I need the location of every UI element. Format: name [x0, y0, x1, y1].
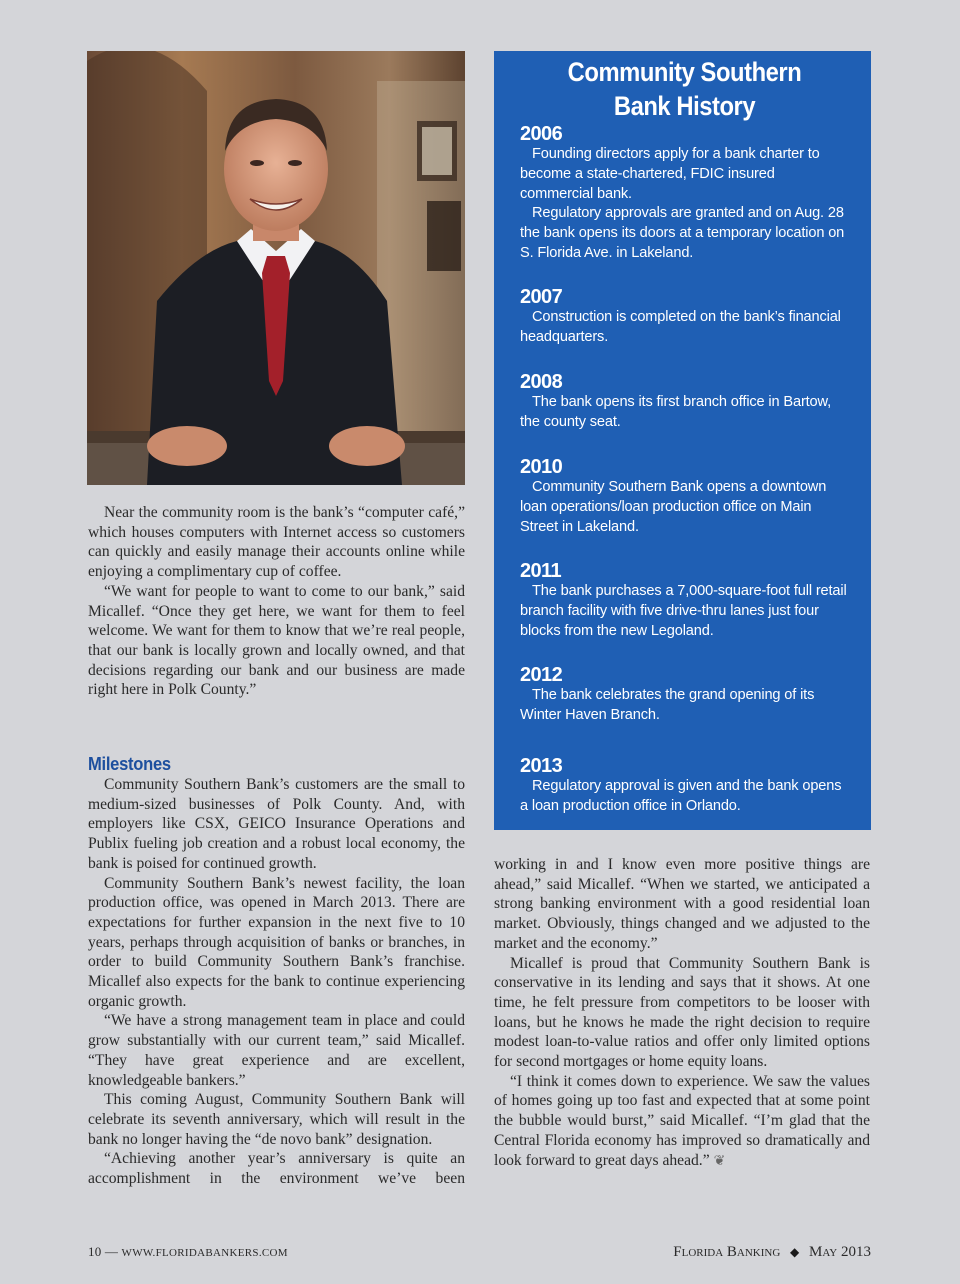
right-column [494, 855, 870, 1171]
entry-text: The bank celebrates the grand opening of its Winter Haven Branch. [520, 687, 815, 723]
history-title-line1: Community Southern [567, 57, 802, 87]
history-entry-2006 [520, 123, 849, 264]
entry-text: Founding directors apply for a bank charter to become a state-chartered, FDIC insured commercial bank. [520, 146, 820, 202]
paragraph: Community Southern Bank’s customers are the small to medium-sized businesses of Polk County. And, with employers like CSX, GEICO Insurance Operations and Publix fueling job creation and a robust local economy, the bank is poised for continued growth. [88, 776, 465, 872]
history-entry-2013 [520, 755, 849, 817]
milestones-heading: Milestones [88, 754, 171, 774]
diamond-separator-icon: ◆ [790, 1245, 800, 1259]
history-title-line2: Bank History [613, 91, 756, 121]
history-title [520, 55, 849, 123]
footer-dash: — [104, 1244, 119, 1259]
footer-url[interactable]: WWW.FLORIDABANKERS.COM [121, 1247, 288, 1259]
left-column [88, 503, 465, 700]
entry-year: 2008 [520, 371, 563, 393]
entry-year: 2007 [520, 286, 563, 308]
paragraph: Community Southern Bank’s newest facility, the loan production office, was opened in March 2013. There are expectations for further expansion in the next five to 10 years, perhaps through acquisition of banks or branches, in order to build Community Southern Bank’s franchise. Micallef also expects for the bank to continue experiencing organic growth. [88, 874, 465, 1010]
paragraph: “We have a strong management team in place and could grow substantially with our current team,” said Micallef. “They have great experience and are excellent, knowledgeable bankers.” [88, 1012, 465, 1089]
entry-year: 2013 [520, 755, 563, 777]
bank-history-sidebar [494, 51, 871, 830]
history-entry-2011 [520, 560, 849, 641]
publication-name: Florida Banking [673, 1244, 781, 1260]
page-number: 10 [88, 1244, 102, 1259]
portrait-photo [87, 51, 465, 485]
issue-date: May 2013 [809, 1244, 871, 1260]
entry-text: Construction is completed on the bank’s financial headquarters. [520, 309, 841, 345]
milestones-section [88, 754, 465, 774]
entry-year: 2011 [520, 560, 561, 582]
entry-text: Regulatory approval is given and the bank opens a loan production office in Orlando. [520, 778, 842, 814]
history-entry-2007 [520, 286, 849, 348]
entry-text: The bank opens its first branch office in Bartow, the county seat. [520, 394, 832, 430]
paragraph: working in and I know even more positive things are ahead,” said Micallef. “When we started, we anticipated a strong banking environment with a good residential loan market. Obviously, things changed and we adjusted to the market and the economy.” [494, 856, 870, 952]
entry-year: 2012 [520, 664, 563, 686]
paragraph-text: “I think it comes down to experience. We saw the values of homes going up too fast and expected that at some point the bubble would burst,” said Micallef. “I’m glad that the Central Florida economy has improved so dramatically and look forward to great days ahead.” [494, 1072, 870, 1169]
footer-left [88, 1244, 288, 1260]
milestones-body [88, 775, 465, 1189]
entry-text: Community Southern Bank opens a downtown loan operations/loan production office on Main Street in Lakeland. [520, 479, 827, 535]
entry-text: Regulatory approvals are granted and on Aug. 28 the bank opens its doors at a temporary location on S. Florida Ave. in Lakeland. [520, 205, 845, 261]
paragraph: “We want for people to want to come to our bank,” said Micallef. “Once they get here, we want for them to feel welcome. We want for them to know that we’re real people, that our bank is locally grown and locally owned, and that decisions regarding our bank and our business are made right here in Polk County.” [88, 582, 465, 699]
footer-right [673, 1244, 871, 1261]
paragraph: Micallef is proud that Community Southern Bank is conservative in its lending and says that it shows. At one time, he felt pressure from competitors to be looser with loans, but he knows he made the right decision to require modest loan-to-value ratios and offer only limited options for second mortgages or home equity loans. [494, 954, 870, 1071]
paragraph [494, 1072, 870, 1172]
history-entry-2012 [520, 664, 849, 726]
history-entry-2010 [520, 456, 849, 537]
entry-year: 2010 [520, 456, 563, 478]
entry-text: The bank purchases a 7,000-square-foot full retail branch facility with five drive-thru lanes just four blocks from the new Legoland. [520, 583, 847, 639]
entry-year: 2006 [520, 123, 563, 145]
paragraph: “Achieving another year’s anniversary is quite an accomplishment in the environment we’ve been [88, 1150, 465, 1188]
end-mark-icon: ❦ [713, 1153, 726, 1169]
portrait-illustration [87, 51, 465, 485]
paragraph: Near the community room is the bank’s “computer café,” which houses computers with Internet access so customers can quickly and easily manage their accounts online while enjoying a complimentary cup of coffee. [88, 504, 465, 581]
history-entry-2008 [520, 371, 849, 433]
paragraph: This coming August, Community Southern Bank will celebrate its seventh anniversary, which will result in the bank no longer having the “de novo bank” designation. [88, 1091, 465, 1148]
